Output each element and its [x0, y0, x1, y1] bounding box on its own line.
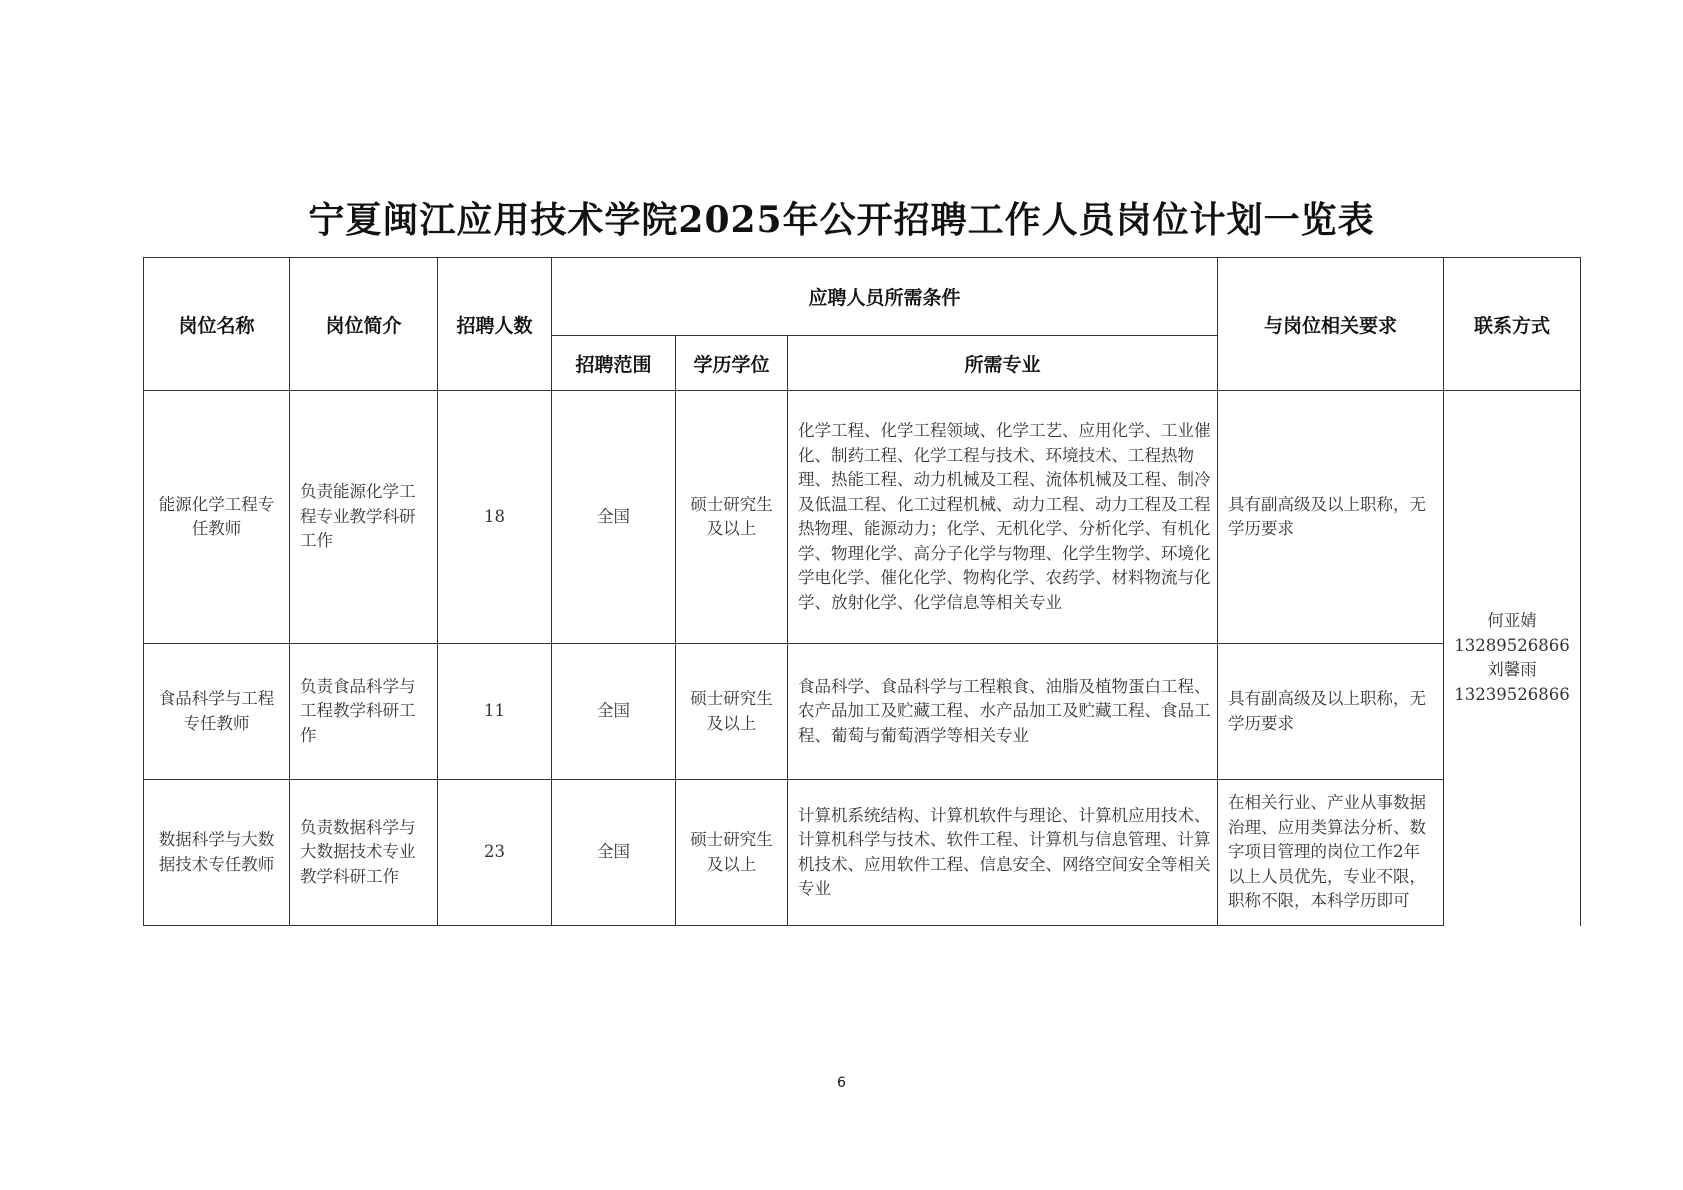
- page-title: 宁夏闽江应用技术学院2025年公开招聘工作人员岗位计划一览表: [308, 199, 1375, 241]
- position-name-cell: 数据科学与大数据技术专任教师: [144, 780, 290, 926]
- majors-cell: 食品科学、食品科学与工程粮食、油脂及植物蛋白工程、农产品加工及贮藏工程、水产品加工及贮藏工程、食品工程、葡萄与葡萄酒学等相关专业: [788, 644, 1218, 780]
- header-related-requirements: 与岗位相关要求: [1218, 258, 1444, 391]
- contact-name-2: 刘馨雨: [1487, 660, 1537, 680]
- related-requirements-cell: 具有副高级及以上职称，无学历要求: [1218, 644, 1444, 780]
- contact-phone-1: 13289526866: [1454, 635, 1570, 655]
- scope-cell: 全国: [552, 780, 676, 926]
- table-row: [144, 391, 1581, 644]
- scope-cell: 全国: [552, 391, 676, 644]
- contact-phone-2: 13239526866: [1454, 684, 1570, 704]
- recruit-count-cell: 11: [438, 644, 552, 780]
- recruit-count-cell: 23: [438, 780, 552, 926]
- education-cell: 硕士研究生及以上: [676, 391, 788, 644]
- position-intro-cell: 负责能源化学工程专业教学科研工作: [290, 391, 438, 644]
- recruitment-plan-table: [143, 257, 1581, 926]
- recruit-count-cell: 18: [438, 391, 552, 644]
- header-recruit-count: 招聘人数: [438, 258, 552, 391]
- scope-cell: 全国: [552, 644, 676, 780]
- page-number: 6: [837, 1075, 846, 1091]
- header-majors: 所需专业: [788, 336, 1218, 391]
- education-cell: 硕士研究生及以上: [676, 644, 788, 780]
- header-education: 学历学位: [676, 336, 788, 391]
- header-position-name: 岗位名称: [144, 258, 290, 391]
- header-row-1: [144, 258, 1581, 336]
- majors-cell: 计算机系统结构、计算机软件与理论、计算机应用技术、计算机科学与技术、软件工程、计算机与信息管理、计算机技术、应用软件工程、信息安全、网络空间安全等相关专业: [788, 780, 1218, 926]
- contact-name-1: 何亚婧: [1487, 611, 1537, 631]
- header-position-intro: 岗位简介: [290, 258, 438, 391]
- education-cell: 硕士研究生及以上: [676, 780, 788, 926]
- header-scope: 招聘范围: [552, 336, 676, 391]
- table-row: [144, 780, 1581, 926]
- position-intro-cell: 负责数据科学与大数据技术专业教学科研工作: [290, 780, 438, 926]
- header-contact: 联系方式: [1444, 258, 1581, 391]
- position-intro-cell: 负责食品科学与工程教学科研工作: [290, 644, 438, 780]
- table-row: [144, 644, 1581, 780]
- majors-cell: 化学工程、化学工程领域、化学工艺、应用化学、工业催化、制药工程、化学工程与技术、环境技术、工程热物理、热能工程、动力机械及工程、流体机械及工程、制冷及低温工程、化工过程机械、动力工程、动力工程及工程热物理、能源动力；化学、无机化学、分析化学、有机化学、物理化学、高分子化学与物理、化学生物学、环境化学电化学、催化化学、物构化学、农药学、材料物流与化学、放射化学、化学信息等相关专业: [788, 391, 1218, 644]
- position-name-cell: 食品科学与工程专任教师: [144, 644, 290, 780]
- position-name-cell: 能源化学工程专任教师: [144, 391, 290, 644]
- related-requirements-cell: 在相关行业、产业从事数据治理、应用类算法分析、数字项目管理的岗位工作2年以上人员优先，专业不限，职称不限，本科学历即可: [1218, 780, 1444, 926]
- header-conditions-group: 应聘人员所需条件: [552, 258, 1218, 336]
- contact-cell: [1444, 391, 1581, 926]
- related-requirements-cell: 具有副高级及以上职称，无学历要求: [1218, 391, 1444, 644]
